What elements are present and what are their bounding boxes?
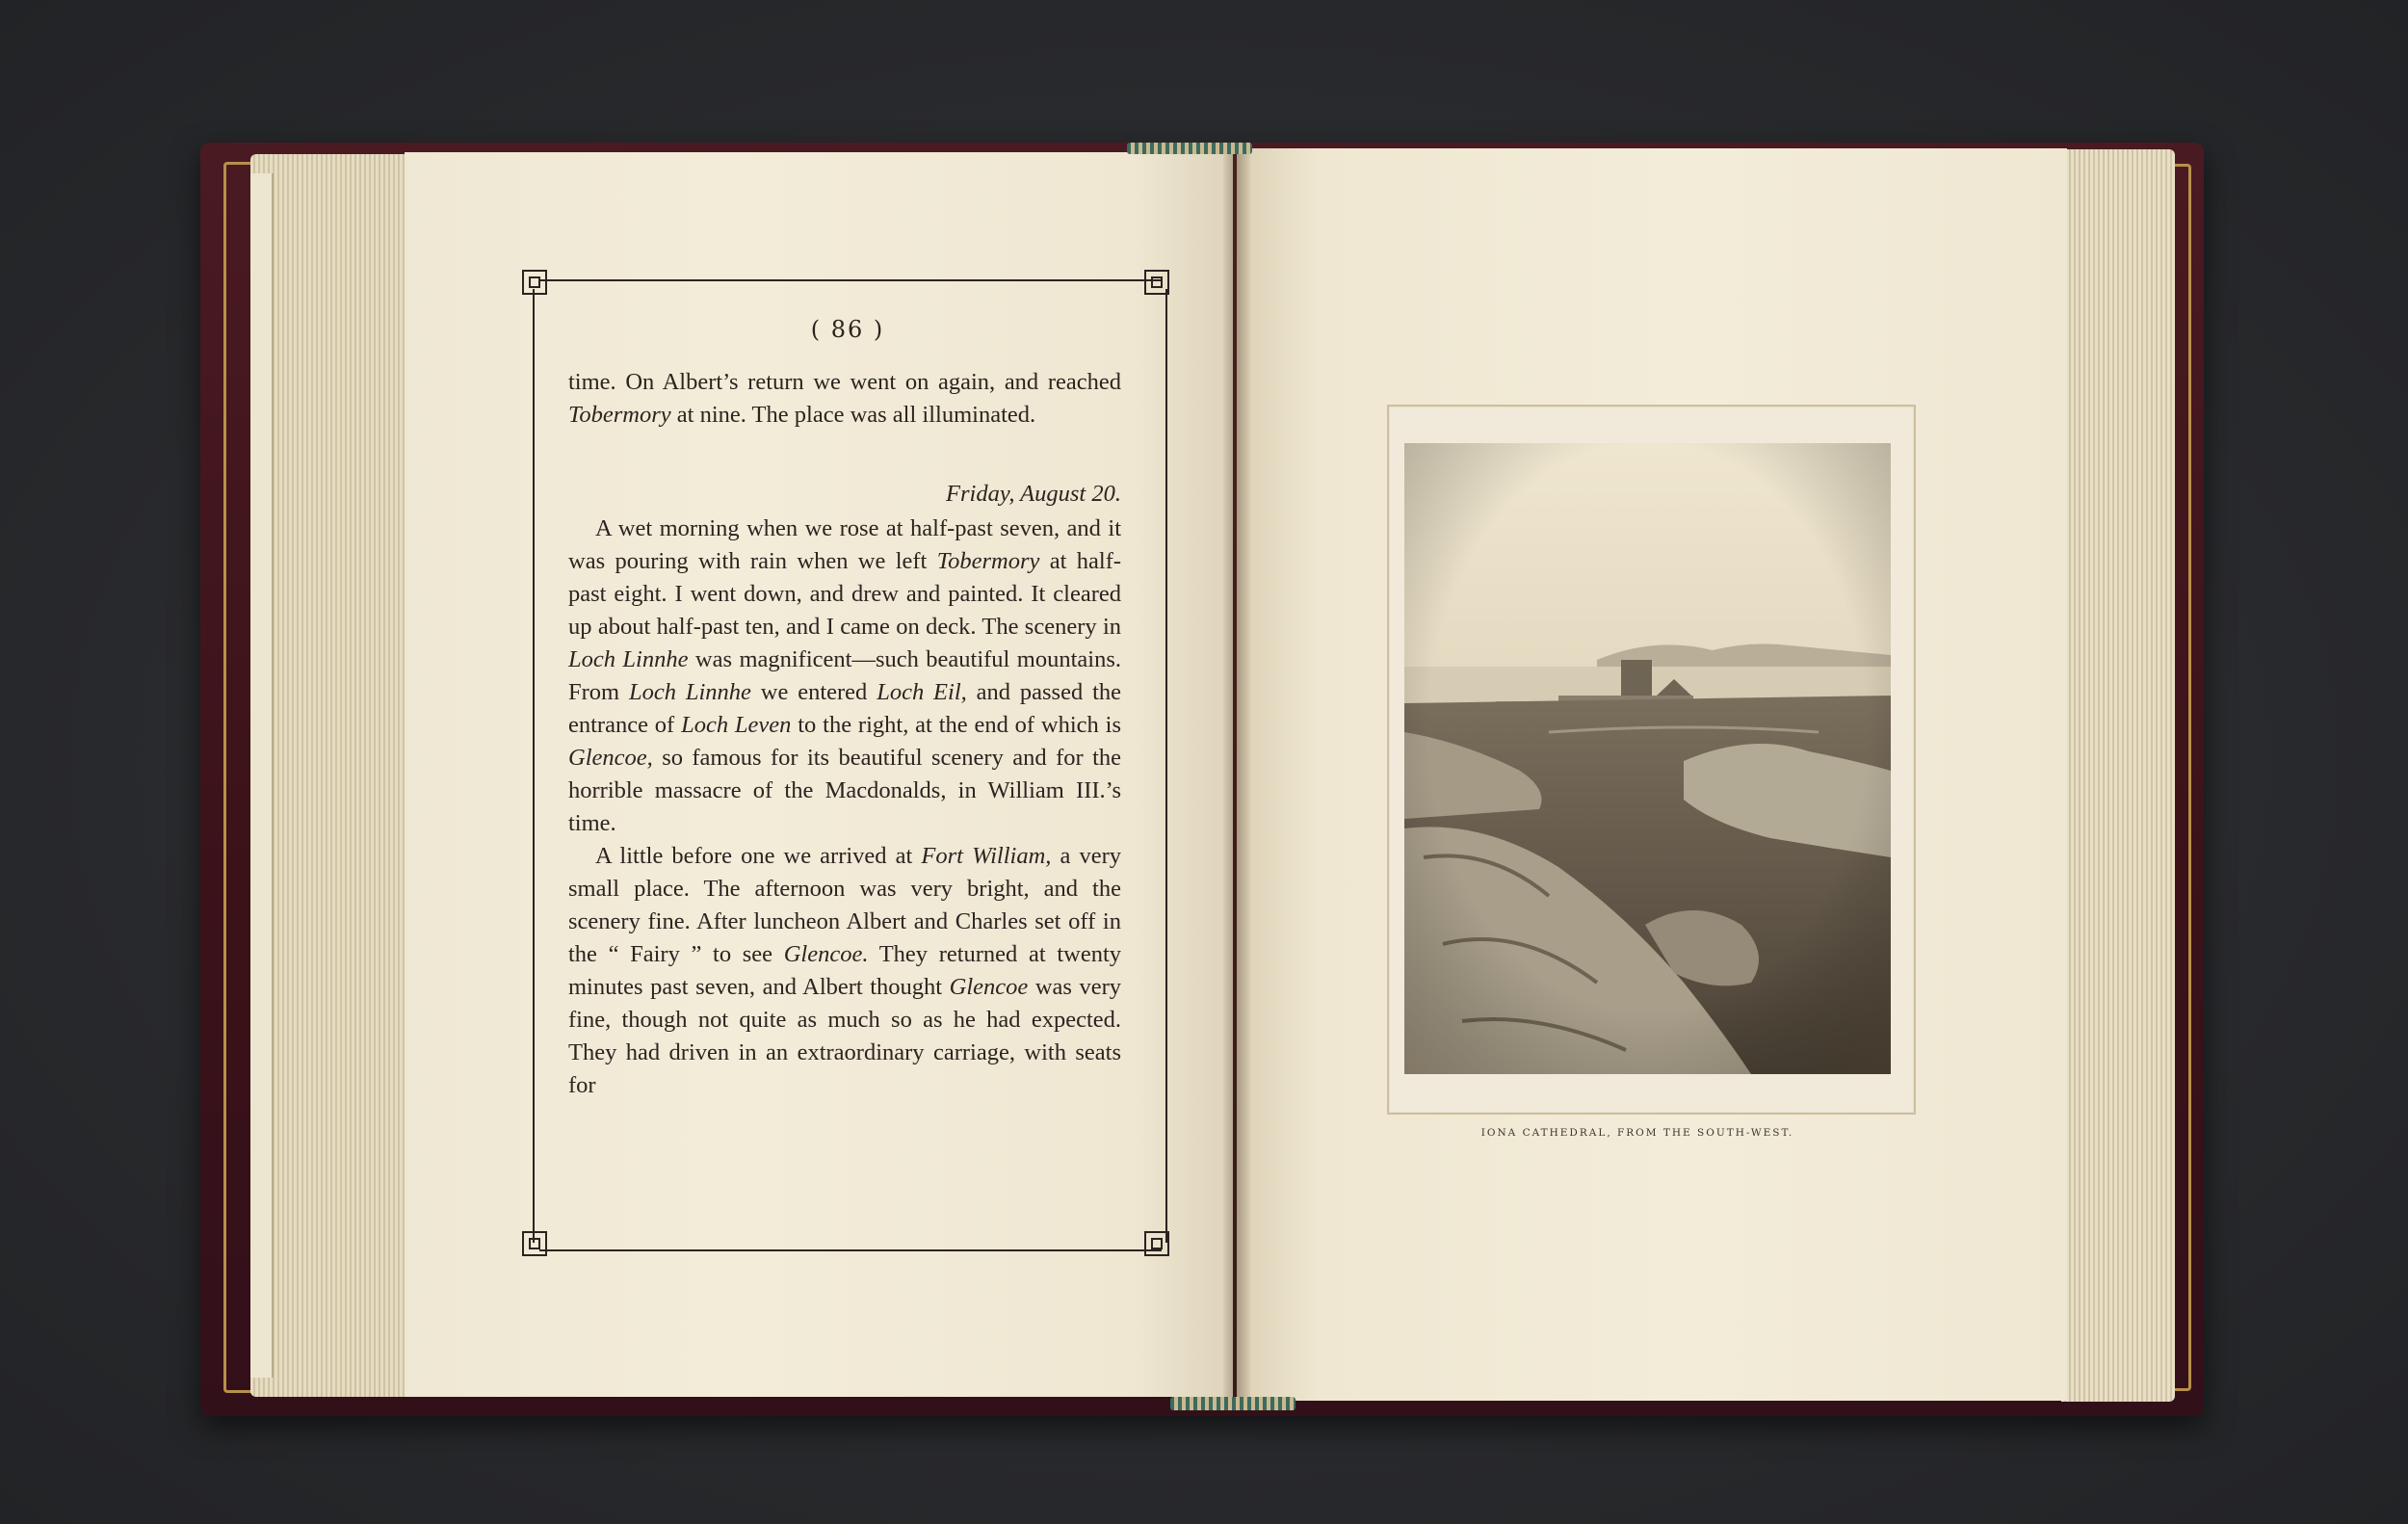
- page-edges-left: [250, 154, 412, 1397]
- frame-corner-ornament: [522, 270, 547, 295]
- paragraph-2: A wet morning when we rose at half-past seven, and it was pouring with rain when we left Tobermory at half-past eight. I went down, and drew and painted. It cleared up about half-past ten, and I came on deck. The scenery in Loch Linnhe was magnificent—such beautiful mountains. From Loch Linnhe we entered Loch Eil, and passed the entrance of Loch Leven to the right, at the end of which is Glencoe, so famous for its beautiful scenery and for the horrible massacre of the Macdonalds, in William III.’s time.: [568, 515, 1122, 836]
- frame-corner-ornament: [522, 1231, 547, 1256]
- frame-top-rule: [539, 279, 1162, 281]
- frame-corner-ornament: [1144, 1231, 1169, 1256]
- photo-caption: IONA CATHEDRAL, FROM THE SOUTH-WEST.: [1480, 1127, 1794, 1139]
- frame-right-rule: [1165, 289, 1167, 1243]
- paragraph-1: time. On Albert’s return we went on again, and reached Tobermory at nine. The place was all illuminated.: [568, 369, 1121, 428]
- albumen-photograph: [1404, 443, 1891, 1074]
- frame-left-rule: [533, 289, 535, 1243]
- endpaper-left: [250, 173, 274, 1378]
- frame-corner-ornament: [1144, 270, 1169, 295]
- diary-text: [568, 366, 1121, 1102]
- frame-bottom-rule: [539, 1249, 1162, 1251]
- page-number: ( 86 ): [810, 316, 885, 343]
- headband-top: [1127, 143, 1252, 154]
- headband-bottom: [1170, 1397, 1296, 1410]
- gutter-shadow: [1223, 145, 1250, 1406]
- dateline: Friday, August 20.: [946, 481, 1121, 507]
- page-edges-right: [2061, 149, 2175, 1402]
- paragraph-3: A little before one we arrived at Fort William, a very small place. The afternoon was very bright, and the scenery fine. After luncheon Albert and Charles set off in the “ Fairy ” to see Glencoe. They returned at twenty minutes past seven, and Albert thought Glencoe was very fine, though not quite as much so as he had expected. They had driven in an extraordinary carriage, with seats for: [568, 843, 1122, 1098]
- landscape-photo: [1404, 443, 1891, 1074]
- vignette: [1404, 443, 1891, 1074]
